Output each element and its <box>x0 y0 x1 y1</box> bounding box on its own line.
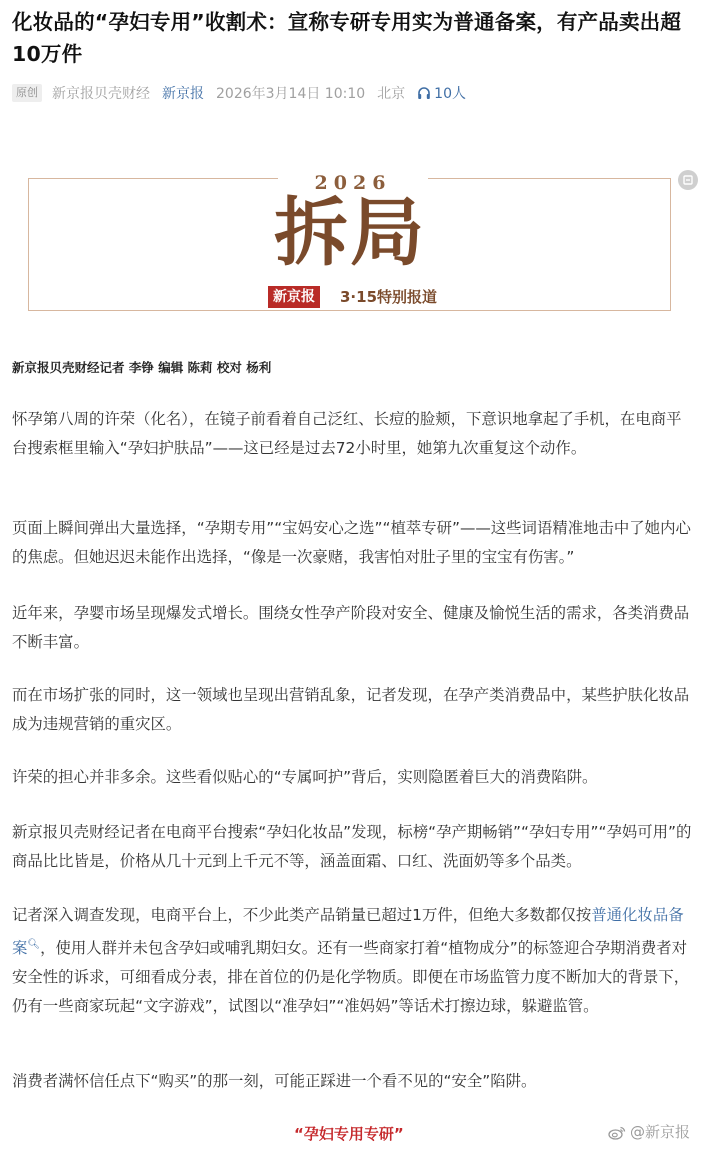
watermark-text: @新京报 <box>630 1123 691 1141</box>
collapse-icon <box>682 174 694 186</box>
article-meta <box>12 82 466 104</box>
collapse-button[interactable] <box>678 170 698 190</box>
filing-link[interactable]: 普通化妆品备案 <box>12 906 684 958</box>
banner-brand: 新京报 <box>268 286 320 308</box>
headphones-icon <box>417 86 431 100</box>
paragraph-5: 许荣的担心并非多余。这些看似贴心的“专属呵护”背后，实则隐匿着巨大的消费陷阱。 <box>12 768 598 786</box>
paragraph-6: 新京报贝壳财经记者在电商平台搜索“孕妇化妆品”发现，标榜“孕产期畅销”“孕妇专用”“孕妈可用”的商品比比皆是，价格从几十元到上千元不等，涵盖面霜、口红、洗面奶等多个品类。 <box>12 823 692 870</box>
banner-frame-bottom <box>28 310 671 311</box>
paragraph-1: 怀孕第八周的许荣（化名），在镜子前看着自己泛红、长痘的脸颊，下意识地拿起了手机，在电商平台搜索框里输入“孕妇护肤品”——这已经是过去72小时里，她第九次重复这个动作。 <box>12 410 682 457</box>
paragraph-4: 而在市场扩张的同时，这一领域也呈现出营销乱象，记者发现，在孕产类消费品中，某些护肤化妆品成为违规营销的重灾区。 <box>12 686 690 733</box>
banner-year: 2026 <box>278 172 428 194</box>
account-link[interactable]: 新京报 <box>162 86 204 102</box>
meta-source: 新京报贝壳财经 <box>52 86 150 102</box>
byline: 新京报贝壳财经记者 李铮 编辑 陈莉 校对 杨利 <box>12 360 272 375</box>
paragraph-7 <box>12 901 695 1021</box>
bottom-caption: “孕妇专用专研” <box>294 1125 404 1143</box>
watermark <box>608 1120 690 1144</box>
paragraph-7-text-a: 记者深入调查发现，电商平台上，不少此类产品销量已超过1万件，但绝大多数都仅按 <box>12 906 592 924</box>
article-title: 化妆品的“孕妇专用”收割术：宣称专研专用实为普通备案，有产品卖出超10万件 <box>12 10 682 66</box>
banner-frame-left <box>28 178 29 310</box>
listen-button[interactable] <box>417 83 466 103</box>
special-report-banner <box>28 170 674 316</box>
banner-subtitle: 3·15特别报道 <box>340 288 438 306</box>
listener-count: 10人 <box>434 86 466 102</box>
paragraph-7-text-b: ，使用人群并未包含孕妇或哺乳期妇女。还有一些商家打着“植物成分”的标签迎合孕期消费者对安全性的诉求，可细看成分表，排在首位的仍是化学物质。即便在市场监管力度不断加大的背景下，仍有一些商家玩起“文字游戏”，试图以“准孕妇”“准妈妈”等话术打擦边球，躲避监管。 <box>12 939 690 1016</box>
paragraph-3: 近年来，孕婴市场呈现爆发式增长。围绕女性孕产阶段对安全、健康及愉悦生活的需求，各类消费品不断丰富。 <box>12 604 690 651</box>
weibo-logo-icon <box>608 1125 626 1140</box>
publish-location: 北京 <box>377 86 406 102</box>
banner-headline: 拆局 <box>274 190 426 276</box>
paragraph-8: 消费者满怀信任点下“购买”的那一刻，可能正踩进一个看不见的“安全”陷阱。 <box>12 1072 537 1090</box>
paragraph-2: 页面上瞬间弹出大量选择，“孕期专用”“宝妈安心之选”“植萃专研”——这些词语精准地击中了她内心的焦虑。但她迟迟未能作出选择，“像是一次豪赌，我害怕对肚子里的宝宝有伤害。” <box>12 519 691 566</box>
banner-frame-right <box>670 178 671 310</box>
search-icon[interactable]: 🔍︎ <box>27 939 41 950</box>
original-badge: 原创 <box>12 84 42 102</box>
publish-date: 2026年3月14日 10:10 <box>216 86 366 102</box>
